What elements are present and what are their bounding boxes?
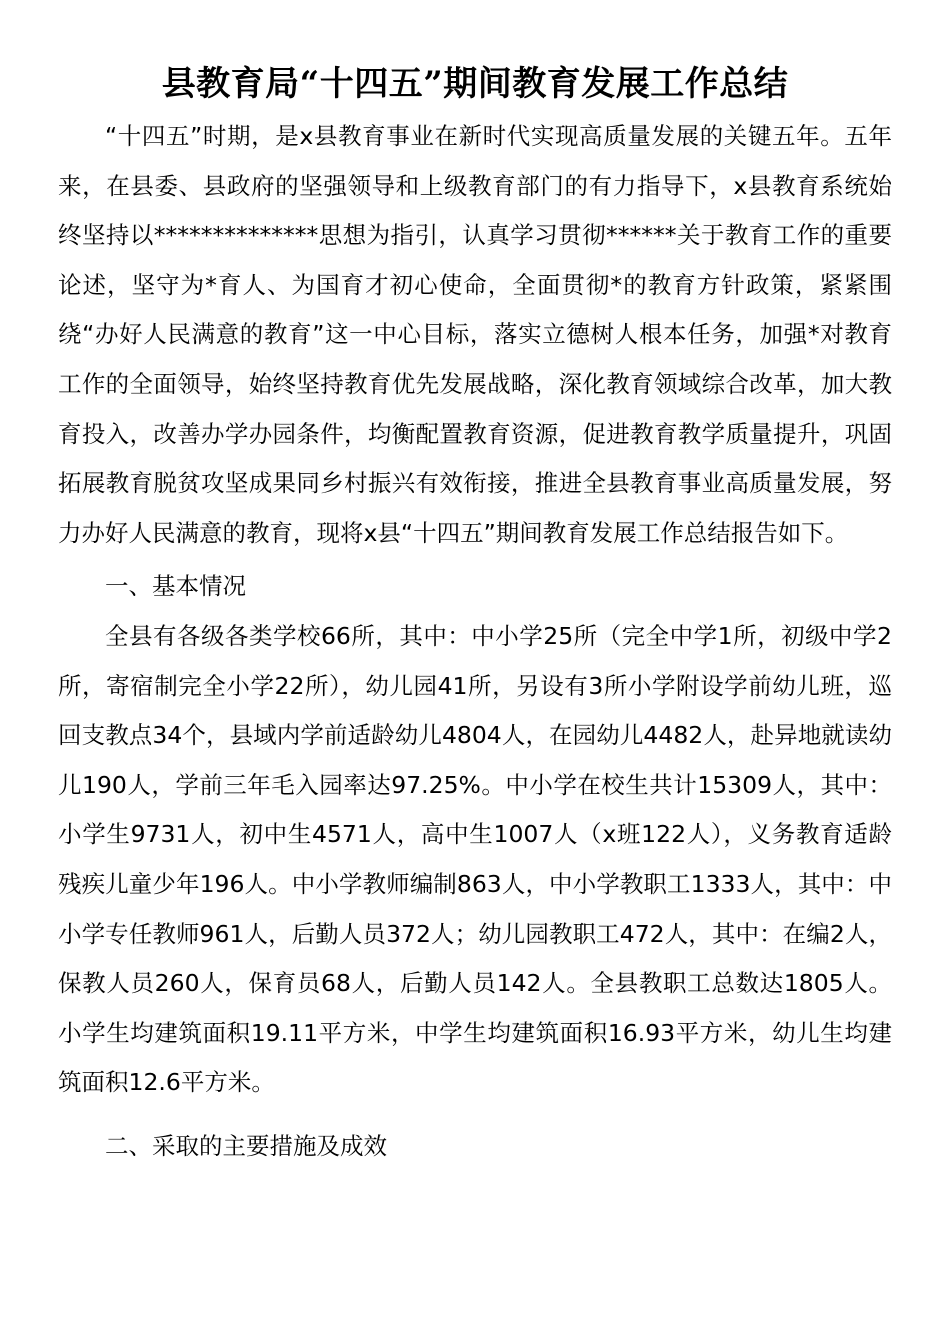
section-heading-measures: 二、采取的主要措施及成效 bbox=[105, 1131, 387, 1160]
section-heading-basic-info: 一、基本情况 bbox=[105, 572, 246, 601]
intro-paragraph: “十四五”时期，是x县教育事业在新时代实现高质量发展的关键五年。五年来，在县委、县政府的坚强领导和上级教育部门的有力指导下，x县教育系统始终坚持以**************思想为指引，认真学习贯彻******关于教育工作的重要论述，坚守为*育人、为国育才初心使命，全面贯彻*的教育方针政策，紧紧围绕“办好人民满意的教育”这一中心目标，落实立德树人根本任务，加强*对教育工作的全面领导，始终坚持教育优先发展战略，深化教育领域综合改革，加大教育投入，改善办学办园条件，均衡配置教育资源，促进教育教学质量提升，巩固拓展教育脱贫攻坚成果同乡村振兴有效衔接，推进全县教育事业高质量发展，努力办好人民满意的教育，现将x县“十四五”期间教育发展工作总结报告如下。 bbox=[58, 122, 892, 547]
document-title: 县教育局“十四五”期间教育发展工作总结 bbox=[161, 64, 789, 104]
basic-info-paragraph: 全县有各级各类学校66所，其中：中小学25所（完全中学1所，初级中学2所，寄宿制完全小学22所），幼儿园41所，另设有3所小学附设学前幼儿班，巡回支教点34个，县域内学前适龄幼儿4804人，在园幼儿4482人，赴异地就读幼儿190人，学前三年毛入园率达97.25%。中小学在校生共计15309人，其中：小学生9731人，初中生4571人，高中生1007人（x班122人），义务教育适龄残疾儿童少年196人。中小学教师编制863人，中小学教职工1333人，其中：中小学专任教师961人，后勤人员372人；幼儿园教职工472人，其中：在编2人，保教人员260人，保育员68人，后勤人员142人。全县教职工总数达1805人。小学生均建筑面积19.11平方米，中学生均建筑面积16.93平方米，幼儿生均建筑面积12.6平方米。 bbox=[58, 621, 892, 1097]
